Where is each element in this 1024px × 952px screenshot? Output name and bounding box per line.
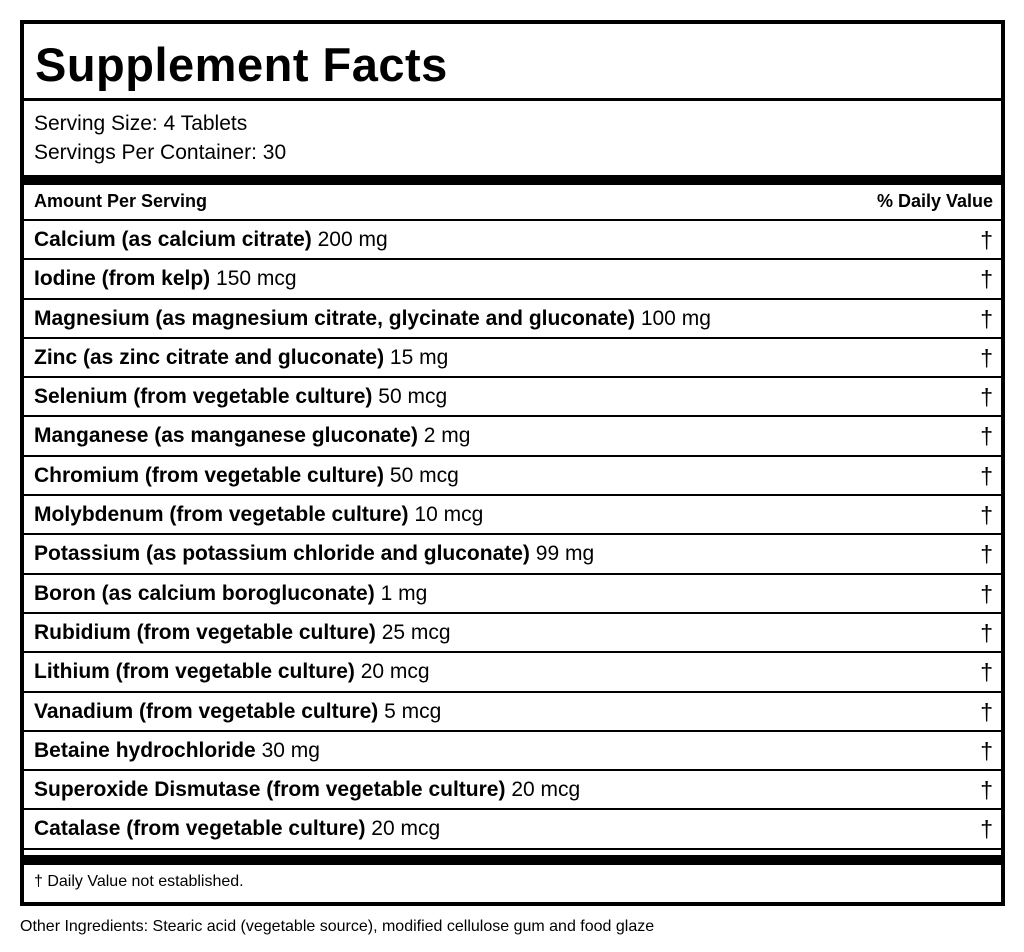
nutrient-name: Vanadium (from vegetable culture) [34, 699, 379, 723]
daily-value-dagger: † [980, 737, 993, 764]
nutrient-rows [24, 221, 1001, 850]
nutrient-text [34, 346, 448, 370]
nutrient-name: Calcium (as calcium citrate) [34, 228, 312, 251]
daily-value-dagger: † [980, 305, 993, 332]
daily-value-dagger: † [980, 698, 993, 725]
nutrient-amount: 5 mcg [384, 699, 442, 723]
nutrient-name: Superoxide Dismutase (from vegetable culture) [34, 778, 506, 802]
column-header [24, 185, 1001, 221]
table-row [24, 339, 1001, 378]
nutrient-amount: 99 mg [535, 542, 595, 566]
nutrient-text [34, 660, 430, 684]
thick-divider-bottom [24, 855, 1001, 865]
nutrient-text [34, 424, 470, 448]
table-row [24, 378, 1001, 417]
nutrient-name: Manganese (as manganese gluconate) [34, 424, 418, 448]
nutrient-amount: 100 mg [640, 306, 711, 330]
nutrient-name: Chromium (from vegetable culture) [34, 463, 385, 487]
table-row [24, 575, 1001, 614]
nutrient-name: Iodine (from kelp) [34, 267, 211, 291]
nutrient-amount: 25 mcg [381, 620, 451, 644]
daily-value-dagger: † [980, 777, 993, 804]
table-row [24, 535, 1001, 574]
nutrient-amount: 15 mg [389, 345, 449, 369]
table-row [24, 300, 1001, 339]
daily-value-dagger: † [980, 266, 993, 293]
daily-value-dagger: † [980, 227, 993, 253]
table-row [24, 732, 1001, 771]
daily-value-dagger: † [980, 384, 993, 411]
table-row [24, 457, 1001, 496]
table-row [24, 417, 1001, 456]
daily-value-dagger: † [980, 619, 993, 646]
nutrient-text [34, 700, 441, 724]
nutrient-text [34, 621, 451, 645]
daily-value-dagger: † [980, 816, 993, 843]
daily-value-dagger: † [980, 580, 993, 607]
nutrient-text [34, 582, 427, 606]
nutrient-amount: 200 mg [317, 228, 388, 251]
daily-value-dagger: † [980, 462, 993, 489]
nutrient-amount: 1 mg [380, 581, 428, 605]
nutrient-amount: 10 mcg [414, 503, 484, 527]
serving-info [24, 101, 1001, 175]
nutrient-name: Rubidium (from vegetable culture) [34, 620, 376, 644]
table-row [24, 614, 1001, 653]
nutrient-amount: 150 mcg [216, 267, 297, 291]
nutrient-name: Zinc (as zinc citrate and gluconate) [34, 345, 385, 369]
nutrient-text [34, 503, 483, 527]
nutrient-amount: 20 mcg [371, 817, 441, 841]
nutrient-text [34, 739, 320, 763]
nutrient-name: Magnesium (as magnesium citrate, glycinate and gluconate) [34, 306, 635, 330]
nutrient-text [34, 267, 297, 291]
serving-size: Serving Size: 4 Tablets [34, 112, 248, 135]
nutrient-text [34, 307, 711, 331]
daily-value-dagger: † [980, 344, 993, 371]
nutrient-text [34, 542, 594, 566]
panel-title: Supplement Facts [35, 38, 448, 91]
nutrient-amount: 50 mcg [378, 385, 448, 409]
daily-value-dagger: † [980, 502, 993, 529]
nutrient-name: Catalase (from vegetable culture) [34, 817, 366, 841]
nutrient-text [34, 817, 440, 841]
daily-value-dagger: † [980, 423, 993, 450]
table-row [24, 653, 1001, 692]
nutrient-name: Molybdenum (from vegetable culture) [34, 503, 409, 527]
nutrient-amount: 30 mg [261, 738, 320, 762]
table-row [24, 496, 1001, 535]
daily-value-dagger: † [980, 659, 993, 686]
nutrient-amount: 2 mg [423, 424, 471, 448]
thick-divider-top [24, 175, 1001, 185]
nutrient-text [34, 464, 459, 488]
nutrient-text [34, 385, 447, 409]
nutrient-name: Betaine hydrochloride [34, 738, 256, 762]
table-row [24, 260, 1001, 299]
daily-value-label: % Daily Value [876, 191, 993, 211]
nutrient-text [34, 778, 580, 802]
nutrient-amount: 20 mcg [360, 660, 430, 684]
nutrient-name: Potassium (as potassium chloride and gluconate) [34, 542, 530, 566]
nutrient-name: Selenium (from vegetable culture) [34, 385, 373, 409]
nutrient-text [34, 228, 388, 252]
table-row [24, 810, 1001, 849]
nutrient-name: Boron (as calcium borogluconate) [34, 581, 375, 605]
supplement-facts-panel [20, 20, 1005, 906]
daily-value-dagger: † [980, 541, 993, 568]
other-ingredients: Other Ingredients: Stearic acid (vegetable source), modified cellulose gum and food glaze [20, 918, 655, 935]
servings-per-container: Servings Per Container: 30 [34, 141, 287, 164]
nutrient-amount: 50 mcg [389, 463, 459, 487]
amount-per-serving-label: Amount Per Serving [34, 191, 208, 211]
table-row [24, 771, 1001, 810]
footnote: † Daily Value not established. [34, 873, 244, 890]
table-row [24, 693, 1001, 732]
nutrient-amount: 20 mcg [511, 778, 581, 802]
table-row [24, 221, 1001, 260]
nutrient-name: Lithium (from vegetable culture) [34, 660, 355, 684]
title-section [24, 24, 1001, 101]
